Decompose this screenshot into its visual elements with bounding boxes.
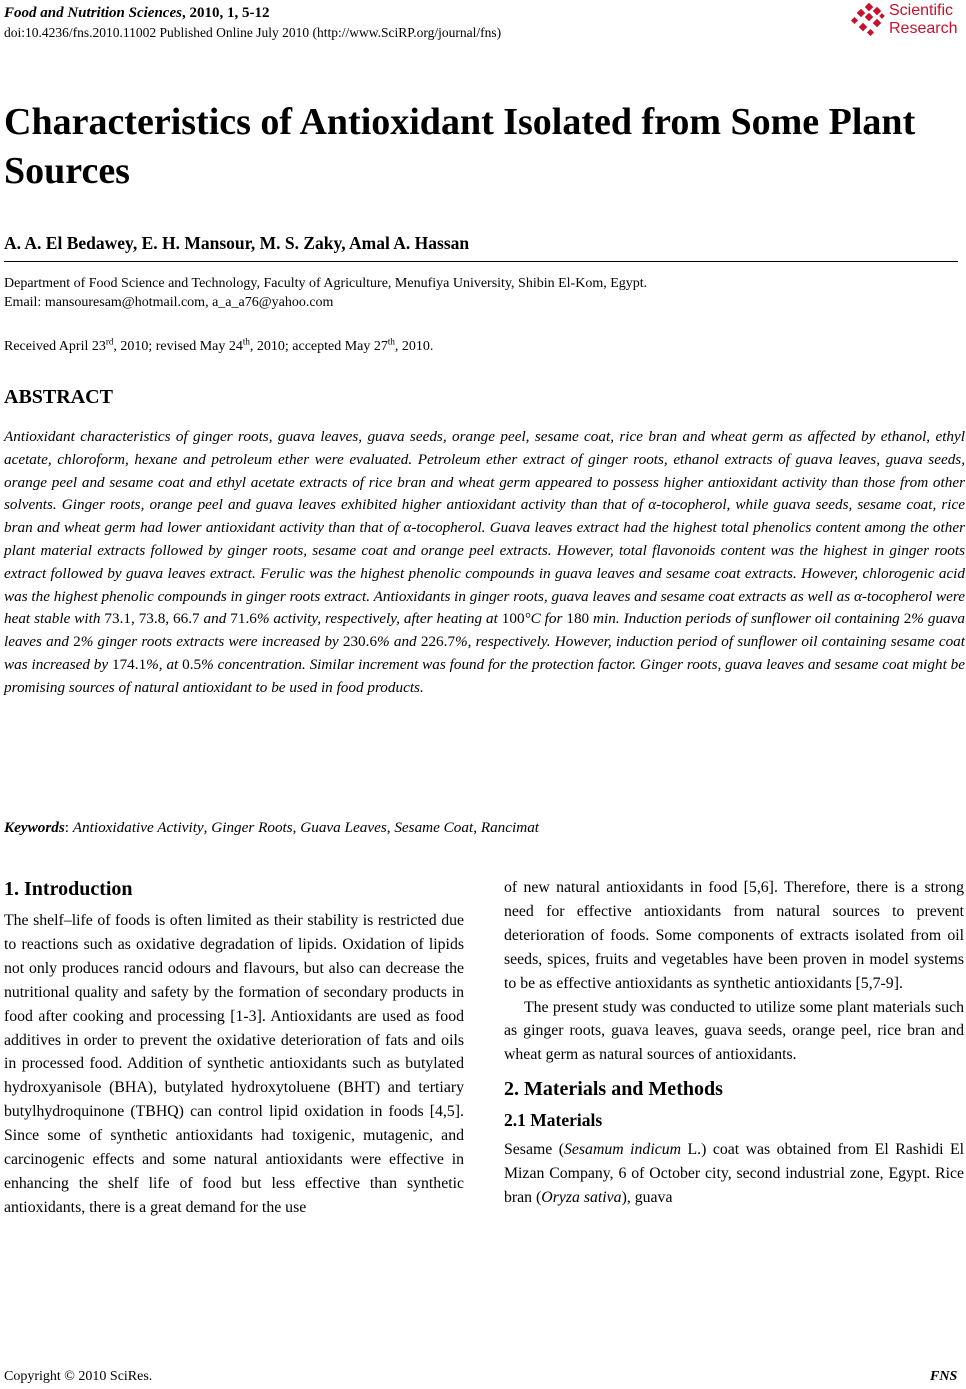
ordinal-suffix: th (387, 336, 395, 347)
keyword: Guava Leaves (300, 819, 387, 836)
species-name: Sesamum indicum (564, 1141, 682, 1159)
abstract-text (4, 426, 965, 700)
keyword: Antioxidative Activity (72, 819, 204, 836)
abstract-part: %, at (146, 655, 183, 673)
affiliation-block (4, 274, 647, 312)
materials-text: L.) coat was obtained from El Rashidi El Mizan Company, 6 of October city, second industrial zone, Egypt. Rice bran ( (504, 1141, 965, 1207)
species-name: Oryza sativa (541, 1189, 622, 1207)
intro-paragraph-2: The present study was conducted to utilize some plant materials such as ginger roots, guava leaves, guava seeds, orange peel, rice bran and wheat germ as natural sources of antioxidants. (504, 998, 964, 1064)
abstract-part: % and (377, 633, 421, 651)
abstract-part: %, respectively. However, induction period of sunflower oil containing sesame coat was increased by (4, 633, 965, 673)
logo-line-2: Research (889, 20, 958, 37)
abstract-number: 230.6 (342, 633, 378, 651)
abstract-part: % concentration. Similar increment was found for the protection factor. Ginger roots, guava leaves and sesame coat might be promising sources of natural antioxidant to be used in food products. (4, 655, 965, 696)
journal-citation (4, 4, 269, 23)
year-text: , 2010. (394, 339, 434, 354)
abstract-number: 2 (903, 610, 912, 628)
keyword-separator: , (386, 819, 395, 836)
keywords (4, 817, 539, 839)
keyword: Rancimat (480, 819, 540, 836)
journal-abbrev: FNS (930, 1369, 958, 1384)
materials-text: Sesame ( (504, 1141, 564, 1159)
intro-paragraph-1: The shelf–life of foods is often limited as their stability is restricted due to reactions such as oxidative degradation of lipids. Oxidation of lipids not only produces rancid odours and flavours, but also can decrease the nutritional quality and safety by the formation of secondary products in food after cooking and processing [1-3]. Antioxidants are used as food additives in order to prevent the oxidative deterioration of fats and oils in processed food. Addition of synthetic antioxidants such as butylated hydroxyanisole (BHA), butylated hydroxytoluene (BHT) and tertiary butylhydroquinone (TBHQ) can control lipid oxidation in foods [4,5]. Since some of synthetic antioxidants had toxigenic, mutagenic, and carcinogenic effects and some natural antioxidants were effective in enhancing the shelf life of food but less effective than synthetic antioxidants, there is a great demand for the use (4, 912, 464, 1216)
authors: A. A. El Bedawey, E. H. Mansour, M. S. Zaky, Amal A. Hassan (4, 233, 470, 253)
doi-line: doi:10.4236/fns.2010.11002 Published Online July 2010 (http://www.SciRP.org/journal/fns) (4, 25, 502, 40)
received-text: Received April 23 (4, 339, 106, 354)
intro-heading: 1. Introduction (4, 878, 133, 900)
materials-text: ), guava (621, 1189, 673, 1207)
abstract-number: 71.6 (230, 610, 257, 628)
received-dates (4, 337, 433, 356)
affiliation: Department of Food Science and Technology, Faculty of Agriculture, Menufiya University, Shibin El-Kom, Egypt. (4, 276, 648, 291)
abstract-number: 226.7 (420, 633, 456, 651)
abstract-part: min. Induction periods of sunflower oil containing (589, 610, 904, 628)
abstract-part: % ginger roots extracts were increased by (80, 633, 343, 651)
copyright: Copyright © 2010 SciRes. (4, 1369, 153, 1384)
journal-issue: , 2010, 1, 5-12 (181, 5, 270, 21)
revised-text: , 2010; revised May 24 (113, 339, 243, 354)
abstract-number: 180 (566, 610, 590, 628)
abstract-part: % activity, respectively, after heating at (256, 610, 502, 628)
materials-paragraph (504, 1138, 964, 1210)
ordinal-suffix: th (242, 336, 250, 347)
abstract-number: 0.5 (182, 655, 202, 673)
methods-heading: 2. Materials and Methods (504, 1078, 723, 1101)
intro-paragraph-1-continued: of new natural antioxidants in food [5,6]. Therefore, there is a strong need for effective antioxidants from natural sources to prevent deterioration of foods. Some components of extracts isolated from oil seeds, spices, fruits and vegetables have been proven in model systems to be as effective antioxidants as synthetic antioxidants [5,7-9]. (504, 879, 964, 992)
keyword-separator: , (203, 819, 212, 836)
title-divider (4, 261, 958, 262)
email-line: Email: mansouresam@hotmail.com, a_a_a76@yahoo.com (4, 295, 334, 310)
abstract-number: 73.1, 73.8, 66.7 (104, 610, 200, 628)
keyword: Ginger Roots (211, 819, 293, 836)
logo-text (889, 2, 957, 38)
logo-line-1: Scientific (889, 2, 954, 19)
keywords-label: Keywords (4, 819, 65, 836)
paper-title: Characteristics of Antioxidant Isolated from Some Plant Sources (4, 101, 916, 192)
journal-name: Food and Nutrition Sciences (4, 5, 182, 21)
abstract-number: 2 (73, 633, 81, 651)
materials-heading: 2.1 Materials (504, 1110, 603, 1131)
abstract-part: Antioxidant characteristics of ginger roots, guava leaves, guava seeds, orange peel, sesame coat, rice bran and wheat germ as affected by ethanol, ethyl acetate, chloroform, hexane and petroleum ether were evaluated. Petroleum ether extract of ginger roots, ethanol extracts of guava leaves, guava seeds, orange peel and sesame coat and ethyl acetate extracts of rice bran and wheat germ appeared to possess higher antioxidant activity than those from other solvents. Ginger roots, orange peel and guava leaves exhibited higher antioxidant activity than that of α-tocopherol, while guava seeds, sesame coat, rice bran and wheat germ had lower antioxidant activity than that of α-tocopherol. Guava leaves extract had the highest total phenolics content among the other plant material extracts followed by ginger roots, sesame coat and orange peel extracts. However, total flavonoids content was the highest in ginger roots extract followed by guava leaves extract. Ferulic was the highest phenolic compounds in guava leaves and sesame coat extracts. However, chlorogenic acid was the highest phenolic compounds in ginger roots extract. Antioxidants in ginger roots, guava leaves and sesame coat extracts as well as α-tocopherol were heat stable with (4, 428, 965, 628)
keyword-separator: , (292, 819, 301, 836)
ordinal-suffix: rd (105, 336, 114, 347)
abstract-part: % guava leaves and (4, 610, 965, 651)
abstract-heading: ABSTRACT (4, 386, 113, 408)
keyword: Sesame Coat (394, 819, 474, 836)
abstract-part: and (199, 610, 231, 628)
right-column (504, 876, 964, 1210)
left-column (4, 876, 464, 1220)
accepted-text: , 2010; accepted May 27 (249, 339, 388, 354)
abstract-number: 174.1 (111, 655, 147, 673)
keyword-separator: , (473, 819, 481, 836)
keywords-colon: : (64, 819, 73, 836)
abstract-part: °C for (524, 610, 567, 628)
abstract-number: 100 (501, 610, 525, 628)
